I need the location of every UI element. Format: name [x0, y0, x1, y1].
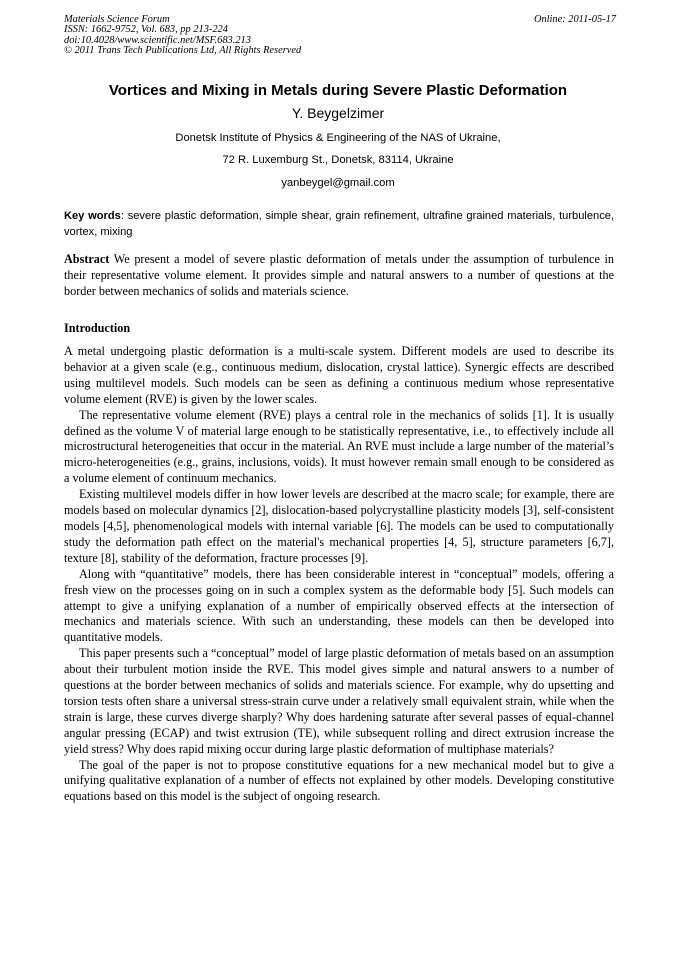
intro-paragraph: Along with “quantitative” models, there has been considerable interest in “conceptual” models, offering a fresh view on the processes going on in such a complex system as the deformable body [5]. Such models can attempt to give a unifying explanation of a number of empirically observed effects at the intersection of mechanics and materials science. With such an understanding, these models can then be developed into quantitative models.: [64, 566, 614, 645]
author-email: yanbeygel@gmail.com: [281, 177, 395, 189]
introduction-body: [64, 344, 614, 805]
paper-title: Vortices and Mixing in Metals during Severe Plastic Deformation: [108, 82, 568, 99]
affiliation-address: 72 R. Luxemburg St., Donetsk, 83114, Ukraine: [222, 154, 454, 166]
keywords-section: [64, 209, 614, 240]
keywords-label: Key words: [64, 210, 121, 222]
intro-paragraph: Existing multilevel models differ in how lower levels are described at the macro scale; for example, there are models based on molecular dynamics [2], dislocation-based polycrystalline plasticity models [3], self-consistent models [4,5], phenomenological models with internal variable [6]. The models can be used to computationally study the deformation path effect on the material's mechanical properties [4, 5], structure parameters [6,7], texture [8], stability of the deformation, fracture processes [9].: [64, 487, 614, 565]
intro-paragraph: This paper presents such a “conceptual” model of large plastic deformation of metals based on an assumption about their turbulent motion inside the RVE. This model gives simple and natural answers to a number of questions at the border between mechanics of solids and materials science. For example, why do upsetting and torsion tests often share a universal stress-strain curve under a relatively small equivalent strain, while when the strain is large, these curves diverge sharply? Why does hardening saturate after several passes of equal-channel angular pressing (ECAP) and twist extrusion (TE), while subsequent rolling and direct extrusion increase the yield stress? Why does rapid mixing occur during large plastic deformation of multiphase materials?: [64, 646, 614, 756]
doi-line: doi:10.4028/www.scientific.net/MSF.683.213: [64, 34, 251, 46]
online-date: Online: 2011-05-17: [533, 14, 616, 25]
intro-paragraph: The goal of the paper is not to propose constitutive equations for a new mechanical model but to give a unifying qualitative explanation of a number of effects not explained by other models. Developing constitutive equations based on this model is the subject of ongoing research.: [64, 757, 614, 804]
keywords-text: : severe plastic deformation, simple shear, grain refinement, ultrafine grained materials, turbulence, vortex, mixing: [64, 210, 614, 238]
abstract-text: We present a model of severe plastic deformation of metals under the assumption of turbulence in their representative volume element. It provides simple and natural answers to a number of questions at the border between mechanics of solids and materials science.: [64, 252, 614, 298]
intro-paragraph: A metal undergoing plastic deformation is a multi-scale system. Different models are used to describe its behavior at a given scale (e.g., continuous medium, dislocation, crystal lattice). Synergic effects are described using multilevel models. Such models can be seen as defining a continuous medium whose representative volume element (RVE) is given by the lower scales.: [64, 344, 614, 406]
abstract-label: Abstract: [64, 252, 110, 266]
introduction-heading: Introduction: [64, 321, 131, 335]
intro-paragraph: The representative volume element (RVE) plays a central role in the mechanics of solids [1]. It is usually defined as the volume V of material large enough to be statistically representative, i.e., to effectively include all microstructural heterogeneities that occur in the material. An RVE must include a large number of the material’s micro-heterogeneities (e.g., grains, inclusions, voids). It must however remain small enough to be considered as a volume element of continuum mechanics.: [64, 407, 614, 486]
issn-line: ISSN: 1662-9752, Vol. 683, pp 213-224: [64, 24, 228, 36]
author-name: Y. Beygelzimer: [291, 105, 385, 121]
abstract-section: [64, 252, 614, 300]
copyright-line: © 2011 Trans Tech Publications Ltd, All Rights Reserved: [64, 45, 302, 57]
affiliation-institute: Donetsk Institute of Physics & Engineering of the NAS of Ukraine,: [175, 132, 501, 144]
journal-name: Materials Science Forum: [64, 14, 170, 25]
journal-header: [64, 15, 616, 57]
